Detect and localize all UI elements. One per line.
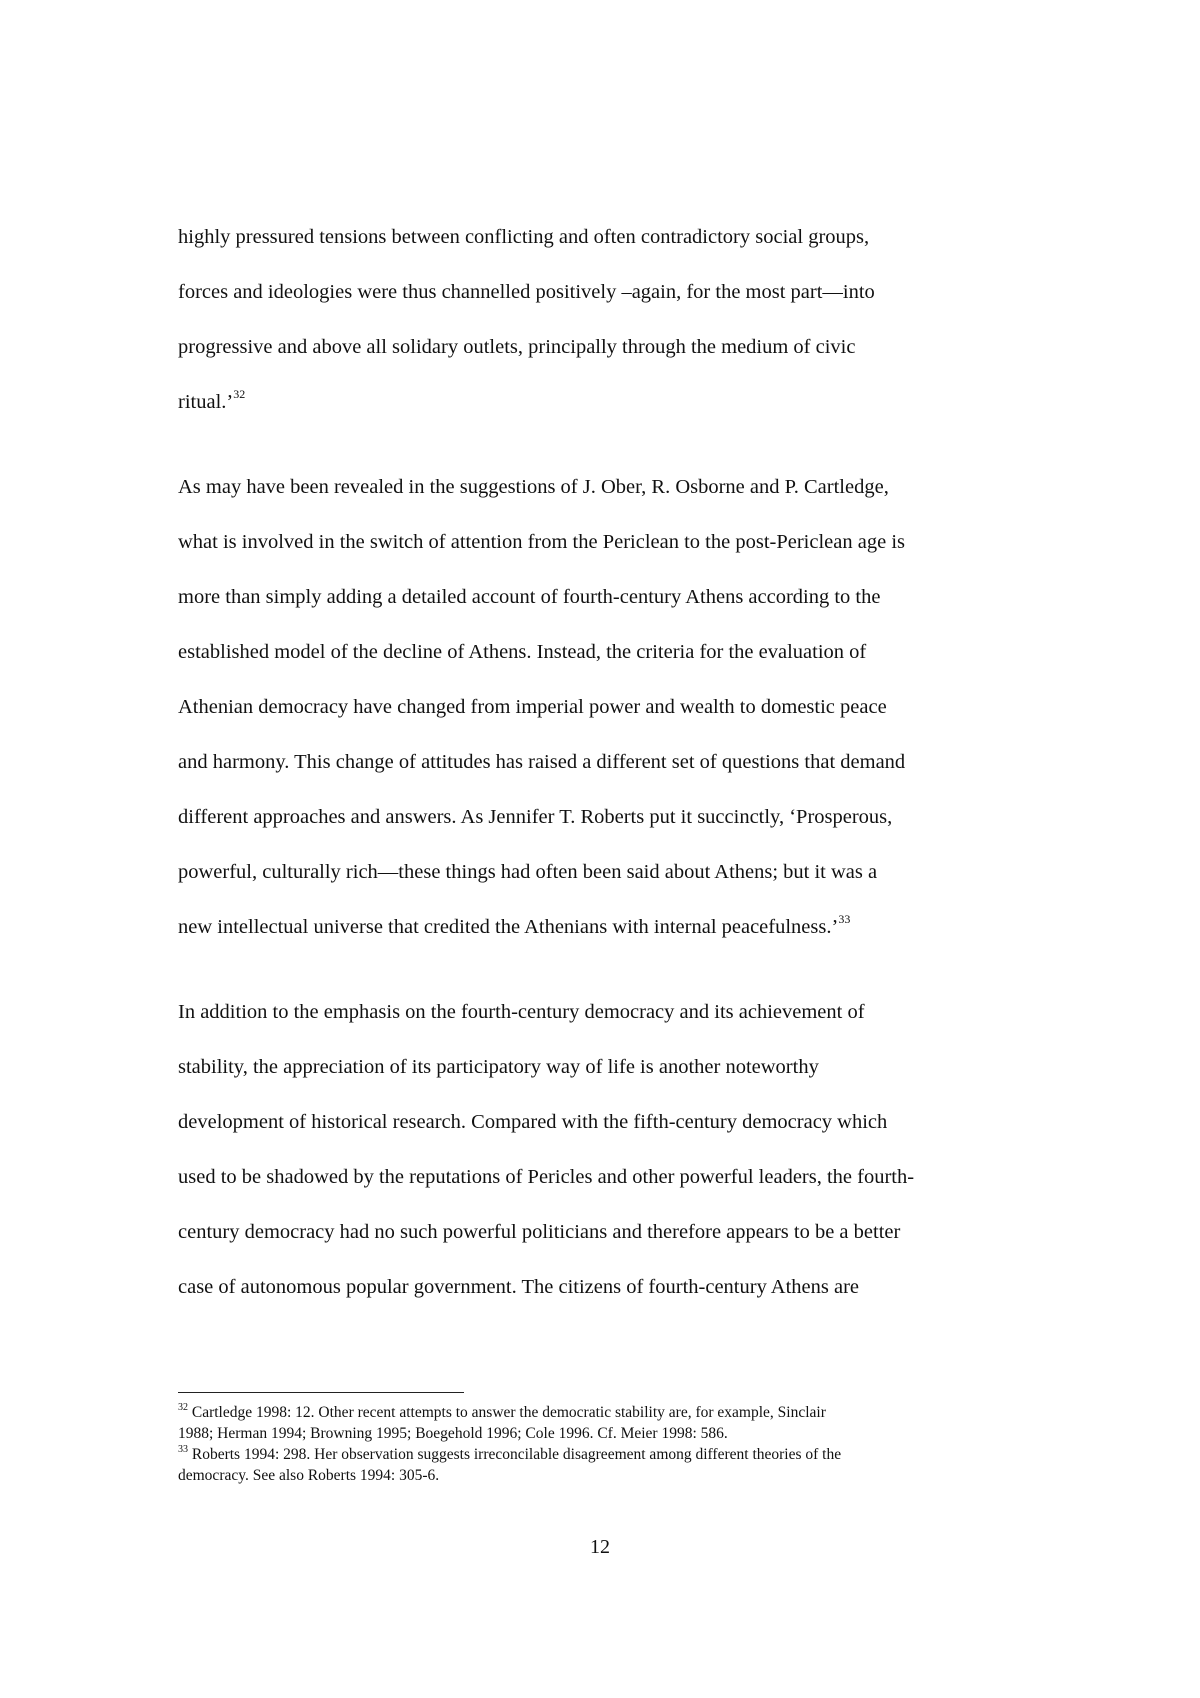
footnotes [178,1402,1036,1486]
footnote-text: Roberts 1994: 298. Her observation suggests irreconcilable disagreement among different theories of the [188,1446,842,1463]
text-line: more than simply adding a detailed account of fourth-century Athens according to the [178,586,881,608]
text-line: case of autonomous popular government. The citizens of fourth-century Athens are [178,1276,860,1298]
text-line: used to be shadowed by the reputations of Pericles and other powerful leaders, the fourth- [178,1166,915,1188]
text-line: established model of the decline of Athens. Instead, the criteria for the evaluation of [178,641,867,663]
text-line: century democracy had no such powerful politicians and therefore appears to be a better [178,1221,901,1243]
text-line: As may have been revealed in the suggestions of J. Ober, R. Osborne and P. Cartledge, [178,476,889,498]
footnote-line: 1988; Herman 1994; Browning 1995; Boegehold 1996; Cole 1996. Cf. Meier 1998: 586. [178,1425,728,1442]
text-line: In addition to the emphasis on the fourth-century democracy and its achievement of [178,1001,865,1023]
footnote-33 [178,1444,1036,1486]
footnote-line: democracy. See also Roberts 1994: 305-6. [178,1467,440,1484]
page-number: 12 [590,1536,610,1558]
paragraph-1 [178,210,1036,430]
text-line: progressive and above all solidary outlets, principally through the medium of civic [178,336,856,358]
body-text [178,210,1036,1345]
text-line: Athenian democracy have changed from imperial power and wealth to domestic peace [178,696,887,718]
text-line: development of historical research. Compared with the fifth-century democracy which [178,1111,888,1133]
text-line: what is involved in the switch of attention from the Periclean to the post-Periclean age is [178,531,905,553]
text-line-content: new intellectual universe that credited the Athenians with internal peacefulness.’ [178,916,839,938]
text-line: highly pressured tensions between conflicting and often contradictory social groups, [178,226,870,248]
text-line: different approaches and answers. As Jennifer T. Roberts put it succinctly, ‘Prosperous, [178,806,893,828]
text-line: and harmony. This change of attitudes has raised a different set of questions that demand [178,751,906,773]
footnote-32 [178,1402,1036,1444]
footnote-number: 33 [178,1444,188,1455]
footnote-reference-33[interactable]: 33 [838,912,851,926]
footnote-line [178,1444,1036,1465]
footnote-separator [178,1392,464,1393]
text-line: powerful, culturally rich—these things had often been said about Athens; but it was a [178,861,878,883]
footnote-reference-32[interactable]: 32 [233,387,246,401]
paragraph-2 [178,460,1036,955]
text-line [178,900,1036,955]
footnote-text: Cartledge 1998: 12. Other recent attempts to answer the democratic stability are, for example, Sinclair [188,1404,826,1421]
text-line [178,375,1036,430]
text-line: stability, the appreciation of its participatory way of life is another noteworthy [178,1056,819,1078]
footnote-line [178,1402,1036,1423]
text-line-content: ritual.’ [178,391,234,413]
footnote-number: 32 [178,1402,188,1413]
paragraph-3 [178,985,1036,1315]
text-line: forces and ideologies were thus channelled positively –again, for the most part—into [178,281,875,303]
